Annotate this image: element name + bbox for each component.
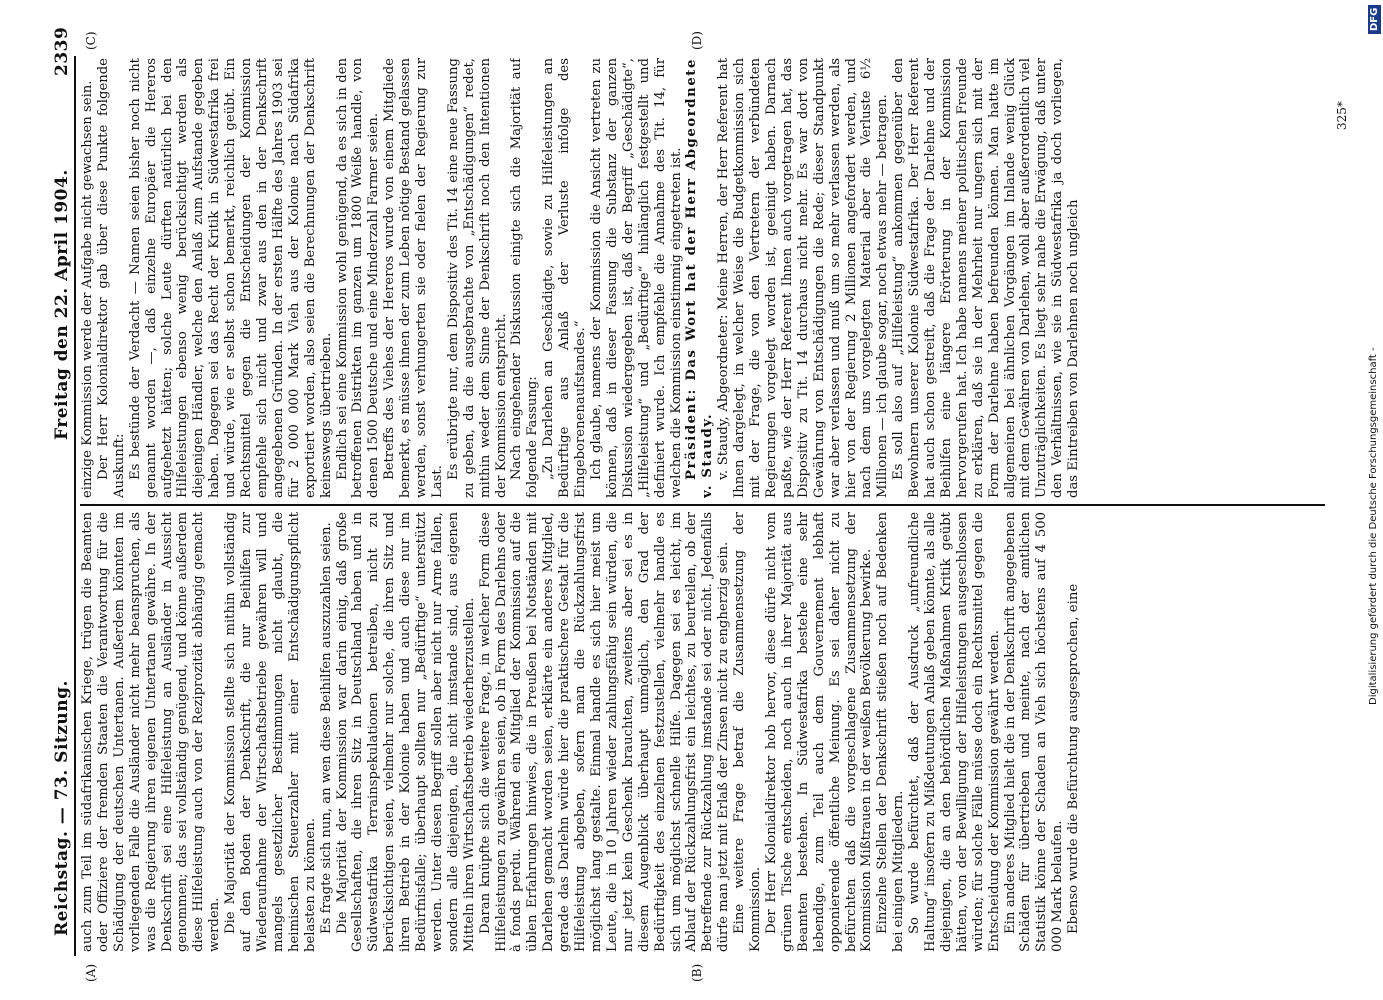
margin-label-c: (C) [84, 31, 98, 50]
paragraph: Endlich sei eine Kommission wohl genügend, da es sich in den betroffenen Distrikten im ganzen um 1800 Weiße handle, von denen 1500 Deutsche und eine Minderzahl Farmer seien. [334, 58, 382, 498]
paragraph: Es fragte sich nun, an wen diese Beihilfen auszuzahlen seien. [318, 522, 334, 934]
paragraph: Daran knüpfte sich die weitere Frage, in welcher Form diese Hilfeleistungen zu gewähren seien, ob in Form des Darlehns oder à fonds perdu. Während ein Mitglied der Kommission auf die üblen Erfahrungen hinwies, die in Preußen bei Notständen mit Darlehen gemacht worden seien, erklärte ein anderes Mitglied, gerade das Darlehn würde hier die praktischere Gestalt für die Hilfeleistung abgeben, sofern man die Rückzahlungsfrist möglichst lang gestalte. Einmal handle es sich hier meist um Leute, die in 10 Jahren wieder zahlungsfähig sein würden, die nur jetzt kein Geschenk brauchten, zweitens aber sei es in diesem Augenblick überhaupt unmöglich, den Grad der Bedürftigkeit des einzelnen festzustellen, vielmehr handle es sich um möglichst schnelle Hilfe. Dagegen sei es leicht, im Ablauf der Rückzahlungsfrist ein leichtes, zu beurteilen, ob der Betreffende zur Rückzahlung imstande sei oder nicht. Jedenfalls dürfe man jetzt mit Erlaß der Zinsen nicht zu engherzig sein. [477, 512, 732, 952]
margin-label-b: (B) [690, 963, 704, 982]
signature-mark: 325* [1335, 101, 1349, 130]
paragraph: Ich glaube, namens der Kommission die Ansicht vertreten zu können, daß in dieser Fassung die Substanz der ganzen Diskussion wiedergegeben ist, daß der Begriff „Geschädigte“, „Hilfeleistung“ und „Bedürftige“ hinlänglich festgestellt und definiert wurde. Ich empfehle die Annahme des Tit. 14, für welchen die Kommission einstimmig eingetreten ist. [589, 58, 684, 498]
header-rule [74, 56, 76, 956]
paragraph: Es soll also auf „Hilfeleistung“ ankommen gegenüber den Bewohnern unserer Kolonie Südwestafrika. Der Herr Referent hat auch schon gestreift, daß die Frage der Darlehne und der Beihilfen eine längere Erörterung in der Kommission hervorgerufen hat. Ich habe namens meiner politischen Freunde zu erklären, daß sie in der Mehrheit nur ungern sich mit der Form der Darlehne haben befreunden können. Man hatte im allgemeinen bei ähnlichen Vorgängen im Inlande wenig Glück mit dem Gewähren von Darlehen, wohl aber außerordentlich viel Unzuträglichkeiten. Es liegt sehr nahe die Erwägung, daß unter den Verhältnissen, wie sie in Südwestafrika ja doch vorliegen, das Eintreiben von Darlehnen noch ungleich [891, 58, 1082, 498]
paragraph: einzige Kommission werde der Aufgabe nicht gewachsen sein. [80, 80, 95, 498]
paragraph: v. Staudy, Abgeordneter: Meine Herren, der Herr Referent hat Ihnen dargelegt, in welcher Weise die Budgetkommission sich mit der Frage, die von den Vertretern der verbündeten Regierungen vorgelegt worden ist, geeinigt haben. Darnach paßte, wie der Herr Referent Ihnen auch vorgetragen hat, das Dispositiv zu Tit. 14 durchaus nicht mehr. Es war dort von Gewährung von Entschädigungen die Rede; dieser Standpunkt war aber verlassen und muß um so mehr verlassen werden, als hier von der Regierung 2 Millionen angefordert werden, und nach dem uns vorgelegten Material aber die Verluste 6½ Millionen — ich glaube sogar, noch etwas mehr — betragen. [716, 58, 891, 498]
funding-note: Digitalisierung gefördert durch die Deutsche Forschungsgemeinschaft - [1368, 347, 1379, 705]
paragraph: Es erübrigte nur, dem Dispositiv des Tit. 14 eine neue Fassung zu geben, da die ausgebrachte von „Entschädigungen“ redet, mithin weder dem Sinne der Denkschrift noch den Intentionen der Kommission entspricht. [445, 58, 509, 498]
page-number: 2339 [52, 26, 72, 76]
paragraph: Ebenso wurde die Befürchtung ausgesprochen, eine [1066, 583, 1082, 934]
dfg-logo: DFG [1368, 5, 1381, 34]
text-column-right [80, 58, 1330, 498]
paragraph: Die Majorität der Kommission war darin einig, daß große Gesellschaften, die ihren Sitz in Deutschland haben und in Südwestafrika Terrainspekulationen betreiben, nicht zu berücksichtigen seien, vielmehr nur solche, die ihren Sitz und ihren Betrieb in der Kolonie haben und auch diese nur im Bedürfnisfalle; überhaupt sollten nur „Bedürftige“ unterstützt werden. Unter diesen Begriff sollen aber nicht nur Arme fallen, sondern alle diejenigen, die nicht imstande sind, aus eigenen Mitteln ihren Wirtschaftsbetrieb wiederherzustellen. [334, 512, 477, 952]
paragraph: Präsident: Das Wort hat der Herr Abgeordnete v. Staudy. [684, 58, 716, 498]
paragraph: So wurde befürchtet, daß der Ausdruck „unfreundliche Haltung“ insofern zu Mißdeutungen Anlaß geben könnte, als alle diejenigen, die an den behördlichen Maßnahmen Kritik geübt hätten, von der Bewilligung der Hilfeleistungen ausgeschlossen würden; für solche Fälle müsse doch ein Rechtsmittel gegen die Entscheidung der Kommission gewährt werden. [907, 512, 1002, 952]
margin-label-d: (D) [690, 31, 704, 50]
paragraph: Die Majorität der Kommission stellte sich mithin vollständig auf den Boden der Denkschrift, die nur Beihilfen zur Wiederaufnahme der Wirtschaftsbetriebe gewähren will und mangels gesetzlicher Bestimmungen nicht glaubt, die heimischen Steuerzahler mit einer Entschädigungspflicht belasten zu können. [223, 512, 318, 952]
paragraph: Betreffs des Viehes der Hereros wurde von einem Mitgliede bemerkt, es müsse ihnen der zum Leben nötige Bestand gelassen werden, sonst verhungerten sie oder fielen der Regierung zur Last. [382, 58, 445, 498]
page-header-left: Reichstag. — 73. Sitzung. [52, 680, 72, 936]
paragraph: Es bestünde der Verdacht — Namen seien bisher noch nicht genannt worden —, daß einzelne Europäer die Hereros aufgehetzt hätten; solche Leute dürften natürlich bei den Hilfeleistungen ebenso wenig berücksichtigt werden als diejenigen Händler, welche den Anlaß zum Aufstande gegeben haben. Dagegen sei das Recht der Kritik in Südwestafrika frei und würde, wie er selbst schon bemerkt, reichlich geübt. Ein Rechtsmittel gegen die Entscheidungen der Kommission empfehle sich nicht und zwar aus den in der Denkschrift angegebenen Gründen. In der ersten Hälfte des Jahres 1903 sei für 2 000 000 Mark Vieh aus der Kolonie nach Südafrika exportiert worden, also seien die Berechnungen der Denkschrift keineswegs übertrieben. [127, 58, 334, 498]
margin-label-a: (A) [84, 963, 98, 982]
paragraph: Der Herr Kolonialdirektor hob hervor, diese dürfe nicht vom grünen Tische entscheiden, noch auch in ihrer Majorität aus Beamten bestehen. In Südwestafrika bestehe eine sehr lebendige, zum Teil auch dem Gouvernement lebhaft opponierende öffentliche Meinung. Es sei daher nicht zu befürchten daß die vorgeschlagene Zusammensetzung der Kommission Mißtrauen in der weißen Bevölkerung bewirke. [763, 512, 875, 952]
paragraph: Der Herr Kolonialdirektor gab über diese Punkte folgende Auskunft: [95, 58, 127, 498]
text-column-left [80, 512, 1330, 952]
column-divider [80, 505, 1325, 507]
paragraph: Nach eingehender Diskussion einigte sich die Majorität auf folgende Fassung: [509, 58, 541, 498]
paragraph: Eine weitere Frage betraf die Zusammensetzung der Kommission. [732, 512, 764, 952]
paragraph: „Zu Darlehen an Geschädigte, sowie zu Hilfeleistungen an Bedürftige aus Anlaß der Verluste infolge des Eingeborenenaufstandes.“ [541, 58, 589, 498]
paragraph: Ein anderes Mitglied hielt die in der Denkschrift angegebenen Schäden für übertrieben und meinte, nach der amtlichen Statistik könne der Schaden an Vieh sich höchstens auf 4 500 000 Mark belaufen. [1002, 512, 1066, 952]
paragraph: auch zum Teil im südafrikanischen Kriege, trügen die Beamten oder Offiziere der fremden Staaten die Verantwortung für die Schädigung der deutschen Untertanen. Außerdem könnten im vorliegenden Falle die Ausländer nicht mehr beanspruchen, als was die Regierung ihren eigenen Untertanen gewähre. In der Denkschrift sei eine Hilfeleistung an Ausländer in Aussicht genommen; das sei vollständig genügend, und könne außerdem diese Hilfeleistung auch von der Reziprozität abhängig gemacht werden. [80, 512, 223, 952]
paragraph: Einzelne Stellen der Denkschrift stießen noch auf Bedenken bei einigen Mitgliedern. [875, 512, 907, 952]
page-header-right: Freitag den 22. April 1904. [52, 169, 72, 440]
